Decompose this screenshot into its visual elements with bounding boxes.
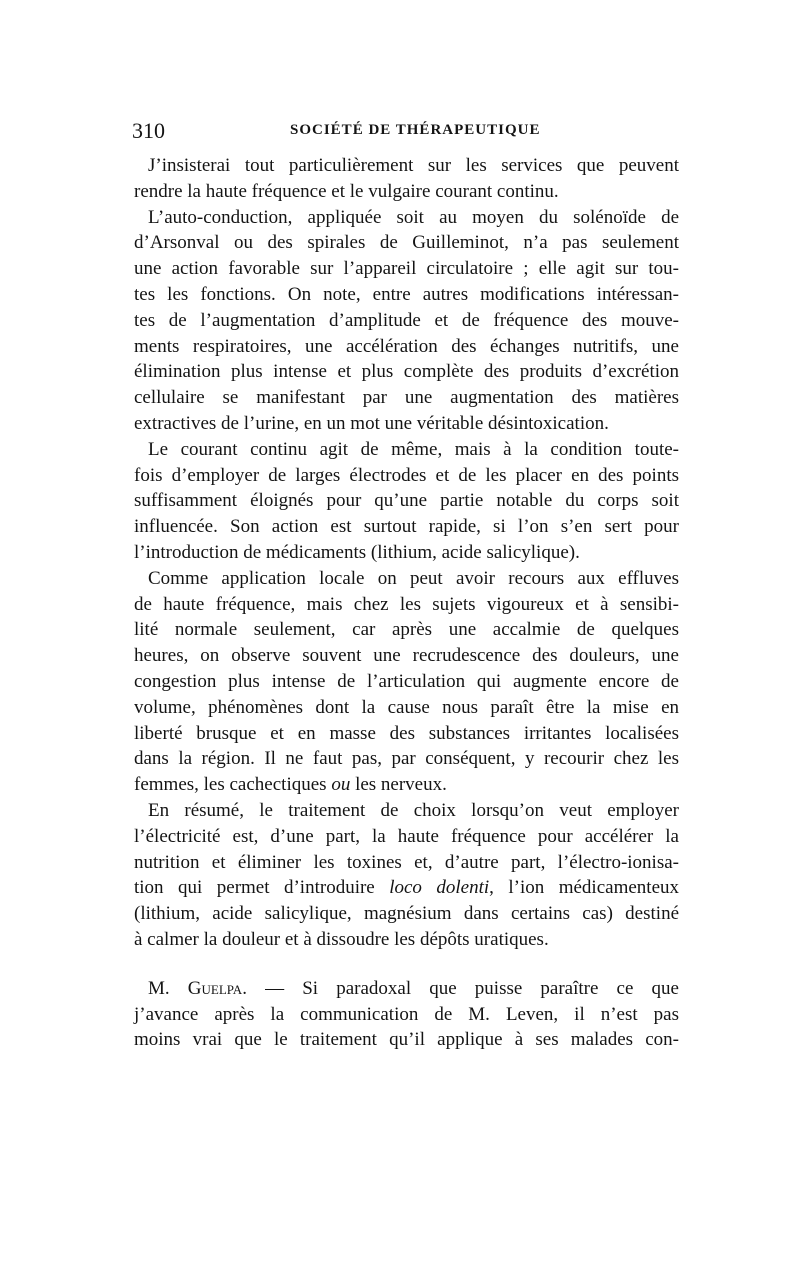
text-line: extractives de l’urine, en un mot une véritable désintoxication. <box>134 412 609 434</box>
paragraph-1 <box>134 153 679 205</box>
italic-phrase: loco dolenti <box>389 877 490 899</box>
text-line: J’insisterai tout particulièrement sur les services que peuvent <box>148 155 679 176</box>
text-line: lité normale seulement, car après une accalmie de quelques <box>134 619 679 641</box>
speaker-name: Guelpa <box>187 977 243 999</box>
page-header <box>120 118 680 146</box>
text-line: une action favorable sur l’appareil circulatoire ; elle agit sur tou- <box>134 258 679 280</box>
italic-word: ou <box>331 774 351 796</box>
text-fragment: , l’ion médicamenteux <box>489 877 680 899</box>
text-fragment: tion qui permet d’introduire <box>134 877 390 899</box>
text-fragment: femmes, les cachectiques <box>134 774 332 796</box>
text-line: ments respiratoires, une accélération des échanges nutritifs, une <box>134 335 679 357</box>
text-line: élimination plus intense et plus complète des produits d’excrétion <box>134 361 679 383</box>
text-line <box>134 875 679 901</box>
text-line: l’électricité est, d’une part, la haute fréquence pour accélérer la <box>134 825 679 847</box>
text-line: fois d’employer de larges électrodes et de les placer en des points <box>134 464 679 486</box>
text-fragment: . — Si paradoxal que puisse paraître ce que <box>242 977 679 999</box>
text-line: nutrition et éliminer les toxines et, d’autre part, l’électro-ionisa- <box>134 851 679 873</box>
page-number: 310 <box>132 118 165 143</box>
text-line: volume, phénomènes dont la cause nous paraît être la mise en <box>134 696 679 718</box>
text-line: Comme application locale on peut avoir recours aux effluves <box>148 567 679 589</box>
text-line: tes les fonctions. On note, entre autres modifications intéressan- <box>134 283 679 305</box>
text-line: suffisamment éloignés pour qu’une partie notable du corps soit <box>134 490 679 512</box>
paragraph-5 <box>134 798 679 953</box>
body-text <box>134 153 679 1053</box>
text-line: (lithium, acide salicylique, magnésium dans certains cas) destiné <box>134 903 679 925</box>
text-line: influencée. Son action est surtout rapide, si l’on s’en sert pour <box>134 516 679 538</box>
paragraph-3 <box>134 437 679 566</box>
text-line: Le courant continu agit de même, mais à la condition toute- <box>148 438 679 460</box>
text-line <box>134 772 679 798</box>
text-line: L’auto-conduction, appliquée soit au moyen du solénoïde de <box>148 206 679 228</box>
paragraph-guelpa <box>134 976 679 1053</box>
text-line: heures, on observe souvent une recrudescence des douleurs, une <box>134 645 679 667</box>
text-line <box>134 976 679 1002</box>
paragraph-4 <box>134 566 679 798</box>
text-fragment: les nerveux. <box>350 774 447 796</box>
paragraph-2 <box>134 205 679 437</box>
speaker-prefix: M. <box>148 977 188 999</box>
text-line: liberté brusque et en masse des substances irritantes localisées <box>134 722 679 744</box>
text-line: d’Arsonval ou des spirales de Guilleminot, n’a pas seulement <box>134 232 679 254</box>
text-line: moins vrai que le traitement qu’il applique à ses malades con- <box>134 1029 679 1051</box>
text-line: à calmer la douleur et à dissoudre les dépôts uratiques. <box>134 928 549 950</box>
text-line: rendre la haute fréquence et le vulgaire courant continu. <box>134 180 559 202</box>
text-line: congestion plus intense de l’articulation qui augmente encore de <box>134 670 679 692</box>
text-line: dans la région. Il ne faut pas, par conséquent, y recourir chez les <box>134 748 679 770</box>
section-gap <box>134 953 679 976</box>
text-line: l’introduction de médicaments (lithium, acide salicylique). <box>134 541 580 563</box>
text-line: j’avance après la communication de M. Leven, il n’est pas <box>134 1003 679 1025</box>
running-title: SOCIÉTÉ DE THÉRAPEUTIQUE <box>290 122 541 138</box>
text-line: cellulaire se manifestant par une augmentation des matières <box>134 387 679 409</box>
text-line: En résumé, le traitement de choix lorsqu’on veut employer <box>148 799 679 821</box>
text-line: tes de l’augmentation d’amplitude et de fréquence des mouve- <box>134 309 679 331</box>
text-line: de haute fréquence, mais chez les sujets vigoureux et à sensibi- <box>134 593 679 615</box>
